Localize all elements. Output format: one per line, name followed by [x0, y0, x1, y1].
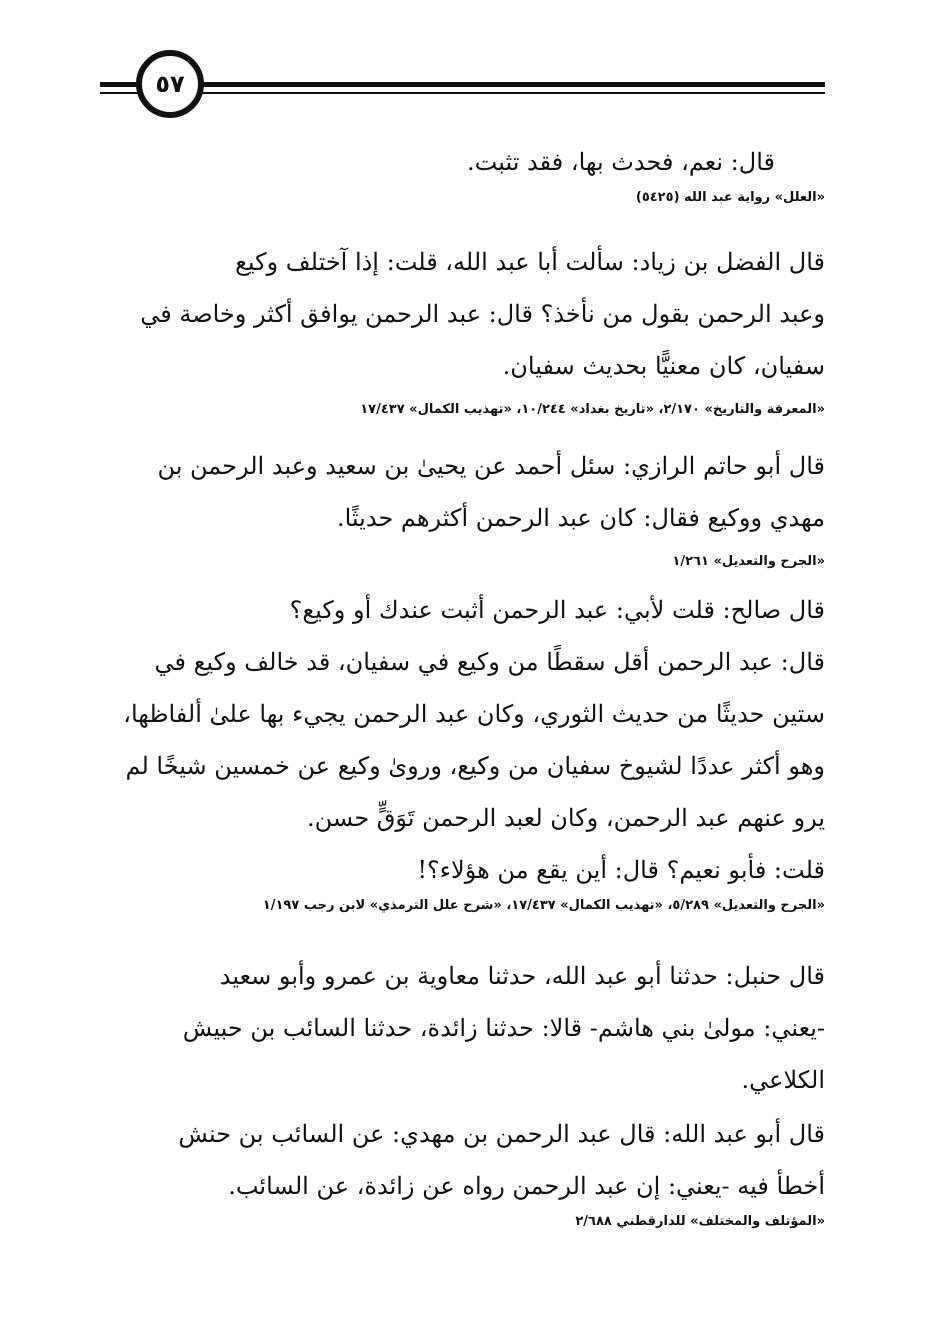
source-citation: «العلل» رواية عبد الله (٥٤٢٥)	[635, 190, 825, 205]
paragraph-block	[100, 236, 825, 420]
text-line: سفيان، كان معنيًّا بحديث سفيان.	[502, 352, 825, 380]
source-citation: «المؤتلف والمختلف» للدارقطني ٢/٦٨٨	[575, 1214, 825, 1229]
text-line: قال صالح: قلت لأبي: عبد الرحمن أثبت عندك أو وكيع؟	[289, 596, 825, 624]
paragraph-block	[100, 440, 825, 572]
paragraph-block	[100, 136, 825, 208]
text-line: قلت: فأبو نعيم؟ قال: أين يقع من هؤلاء؟!	[417, 856, 825, 884]
page-number-badge	[136, 50, 204, 118]
page-header	[100, 48, 825, 118]
header-rule	[100, 82, 825, 87]
text-line: قال حنبل: حدثنا أبو عبد الله، حدثنا معاوية بن عمرو وأبو سعيد	[219, 962, 825, 990]
paragraph	[100, 1108, 825, 1212]
text-line: الكلاعي.	[741, 1066, 825, 1094]
header-rule-thin	[100, 92, 825, 94]
paragraph	[100, 440, 825, 544]
text-line: ستين حديثًا من حديث الثوري، وكان عبد الرحمن يجيء بها علىٰ ألفاظها،	[123, 700, 825, 728]
text-line: قال أبو عبد الله: قال عبد الرحمن بن مهدي: عن السائب بن حنش	[178, 1120, 825, 1148]
text-line: وهو أكثر عددًا لشيوخ سفيان من وكيع، ورویٰ وكيع عن خمسين شيخًا لم	[125, 752, 825, 780]
page-number: ٥٧	[155, 70, 185, 98]
paragraph-block	[100, 950, 825, 1106]
text-line: قال أبو حاتم الرازي: سئل أحمد عن يحيىٰ بن سعيد وعبد الرحمن بن	[157, 452, 825, 480]
text-line: قال: نعم، فحدث بها، فقد تثبت.	[467, 148, 775, 176]
paragraph	[100, 950, 825, 1106]
text-line: مهدي ووكيع فقال: كان عبد الرحمن أكثرهم حديثًا.	[336, 504, 825, 532]
paragraph	[100, 236, 825, 392]
text-line: قال: عبد الرحمن أقل سقطًا من وكيع في سفيان، قد خالف وكيع في	[154, 648, 825, 676]
text-line: أخطأ فيه -يعني: إن عبد الرحمن رواه عن زائدة، عن السائب.	[228, 1172, 825, 1200]
source-citation: «المعرفة والتاريخ» ٢/١٧٠، «تاريخ بغداد» ١٠/٢٤٤، «تهذيب الكمال» ١٧/٤٣٧	[360, 402, 825, 417]
paragraph-block	[100, 584, 825, 916]
text-line: وعبد الرحمن بقول من نأخذ؟ قال: عبد الرحمن يوافق أكثر وخاصة في	[140, 300, 825, 328]
source-citation: «الجرح والتعديل» ٥/٢٨٩، «تهذيب الكمال» ١٧/٤٣٧، «شرح علل الترمذي» لابن رجب ١/١٩٧	[262, 898, 825, 913]
paragraph	[100, 584, 825, 896]
text-line: قال الفضل بن زياد: سألت أبا عبد الله، قلت: إذا آختلف وكيع	[235, 248, 825, 276]
paragraph-block	[100, 1108, 825, 1232]
text-line: -يعني: مولىٰ بني هاشم- قالا: حدثنا زائدة، حدثنا السائب بن حبيش	[182, 1014, 825, 1042]
source-citation: «الجرح والتعديل» ١/٢٦١	[672, 554, 825, 569]
text-line: يرو عنهم عبد الرحمن، وكان لعبد الرحمن تَوَقٍّ حسن.	[307, 804, 825, 832]
paragraph	[100, 136, 825, 188]
